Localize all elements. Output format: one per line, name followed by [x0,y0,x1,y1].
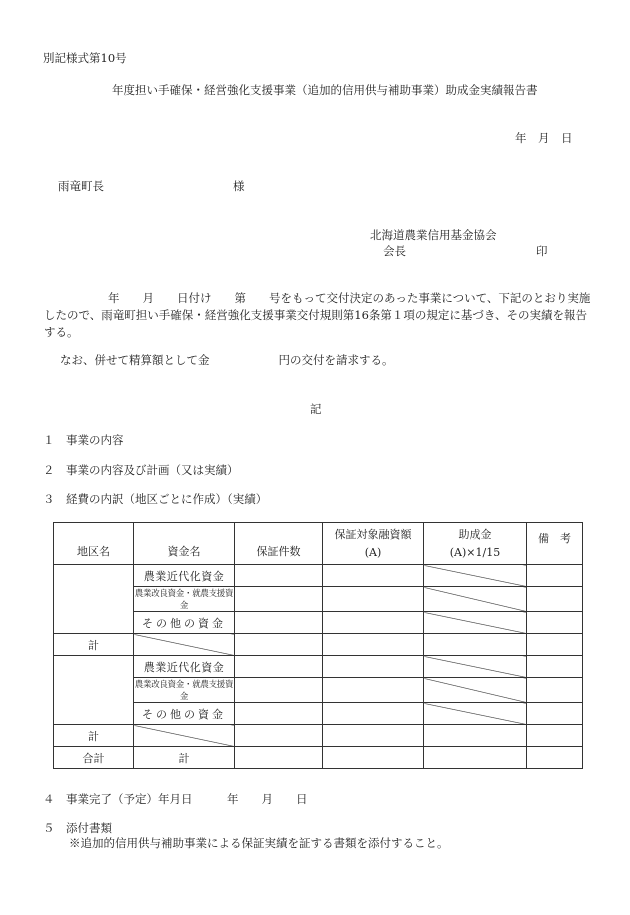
subtotal-label: 計 [54,725,134,747]
table-row [54,612,583,634]
fund-name: 農業改良資金・就農支援資金 [134,678,235,703]
item-3: ３ 経費の内訳（地区ごとに作成）（実績） [43,492,268,506]
subtotal-label: 計 [54,634,134,656]
table-header-row [54,523,583,565]
claim-paragraph: なお、併せて精算額として金 円の交付を請求する。 [60,353,394,367]
item-2: ２ 事業の内容及び計画（又は実績） [43,463,239,477]
count-cell [235,678,323,703]
item-1: １ 事業の内容 [43,433,124,447]
table-row [54,587,583,612]
amount-cell [323,612,424,634]
subsidy-diagonal-cell [424,612,527,634]
district-cell [54,656,134,725]
date-line: 年 月 日 [515,131,573,145]
fund-diagonal-cell [134,725,235,747]
count-cell [235,634,323,656]
remarks-cell [527,565,583,587]
remarks-cell [527,612,583,634]
amount-cell [323,587,424,612]
header-district: 地区名 [54,523,134,565]
fund-name: 農業近代化資金 [134,565,235,587]
amount-cell [323,565,424,587]
remarks-cell [527,703,583,725]
amount-cell [323,747,424,769]
count-cell [235,656,323,678]
fund-name: 農業近代化資金 [134,656,235,678]
subsidy-diagonal-cell [424,565,527,587]
ki-heading: 記 [310,402,322,416]
grand-total-row [54,747,583,769]
header-fund: 資金名 [134,523,235,565]
subtotal-row [54,634,583,656]
subsidy-diagonal-cell [424,656,527,678]
remarks-cell [527,634,583,656]
expense-table [53,522,583,769]
amount-cell [323,678,424,703]
sender-title: 会長 [383,244,406,258]
item-4: ４ 事業完了（予定）年月日 年 月 日 [43,792,308,806]
subsidy-diagonal-cell [424,587,527,612]
grand-total-fund: 計 [134,747,235,769]
count-cell [235,725,323,747]
header-subsidy: 助成金 (A)×1/15 [424,523,527,565]
table-row [54,656,583,678]
subsidy-cell [424,725,527,747]
header-remarks: 備 考 [527,523,583,565]
fund-name: その他の資金 [134,612,235,634]
count-cell [235,587,323,612]
fund-diagonal-cell [134,634,235,656]
header-count: 保証件数 [235,523,323,565]
district-cell [54,565,134,634]
count-cell [235,747,323,769]
form-number: 別記様式第10号 [43,51,127,65]
table-row [54,703,583,725]
addressee-name: 雨竜町長 [58,179,104,193]
document-title: 年度担い手確保・経営強化支援事業（追加的信用供与補助事業）助成金実績報告書 [112,83,538,97]
count-cell [235,612,323,634]
amount-cell [323,725,424,747]
amount-cell [323,656,424,678]
subsidy-cell [424,747,527,769]
item-5-note: ※追加的信用供与補助事業による保証実績を証する書類を添付すること。 [69,836,449,850]
remarks-cell [527,678,583,703]
table-row [54,678,583,703]
remarks-cell [527,725,583,747]
fund-name: その他の資金 [134,703,235,725]
table-row [54,565,583,587]
grand-total-label: 合計 [54,747,134,769]
remarks-cell [527,656,583,678]
body-paragraph: 年 月 日付け 第 号をもって交付決定のあった事業について、下記のとおり実施したので、雨竜町担い手確保・経営強化支援事業交付規則第16条第１項の規定に基づき、その実績を報告する。 [44,291,591,339]
subtotal-row [54,725,583,747]
subsidy-diagonal-cell [424,678,527,703]
amount-cell [323,634,424,656]
remarks-cell [527,587,583,612]
subsidy-cell [424,634,527,656]
sender-org: 北海道農業信用基金協会 [370,228,497,242]
subsidy-diagonal-cell [424,703,527,725]
item-5: ５ 添付書類 [43,821,112,835]
addressee-honorific: 様 [233,179,245,193]
count-cell [235,703,323,725]
seal-mark: 印 [536,244,548,258]
remarks-cell [527,747,583,769]
amount-cell [323,703,424,725]
count-cell [235,565,323,587]
fund-name: 農業改良資金・就農支援資金 [134,587,235,612]
header-amount: 保証対象融資額 (A) [323,523,424,565]
